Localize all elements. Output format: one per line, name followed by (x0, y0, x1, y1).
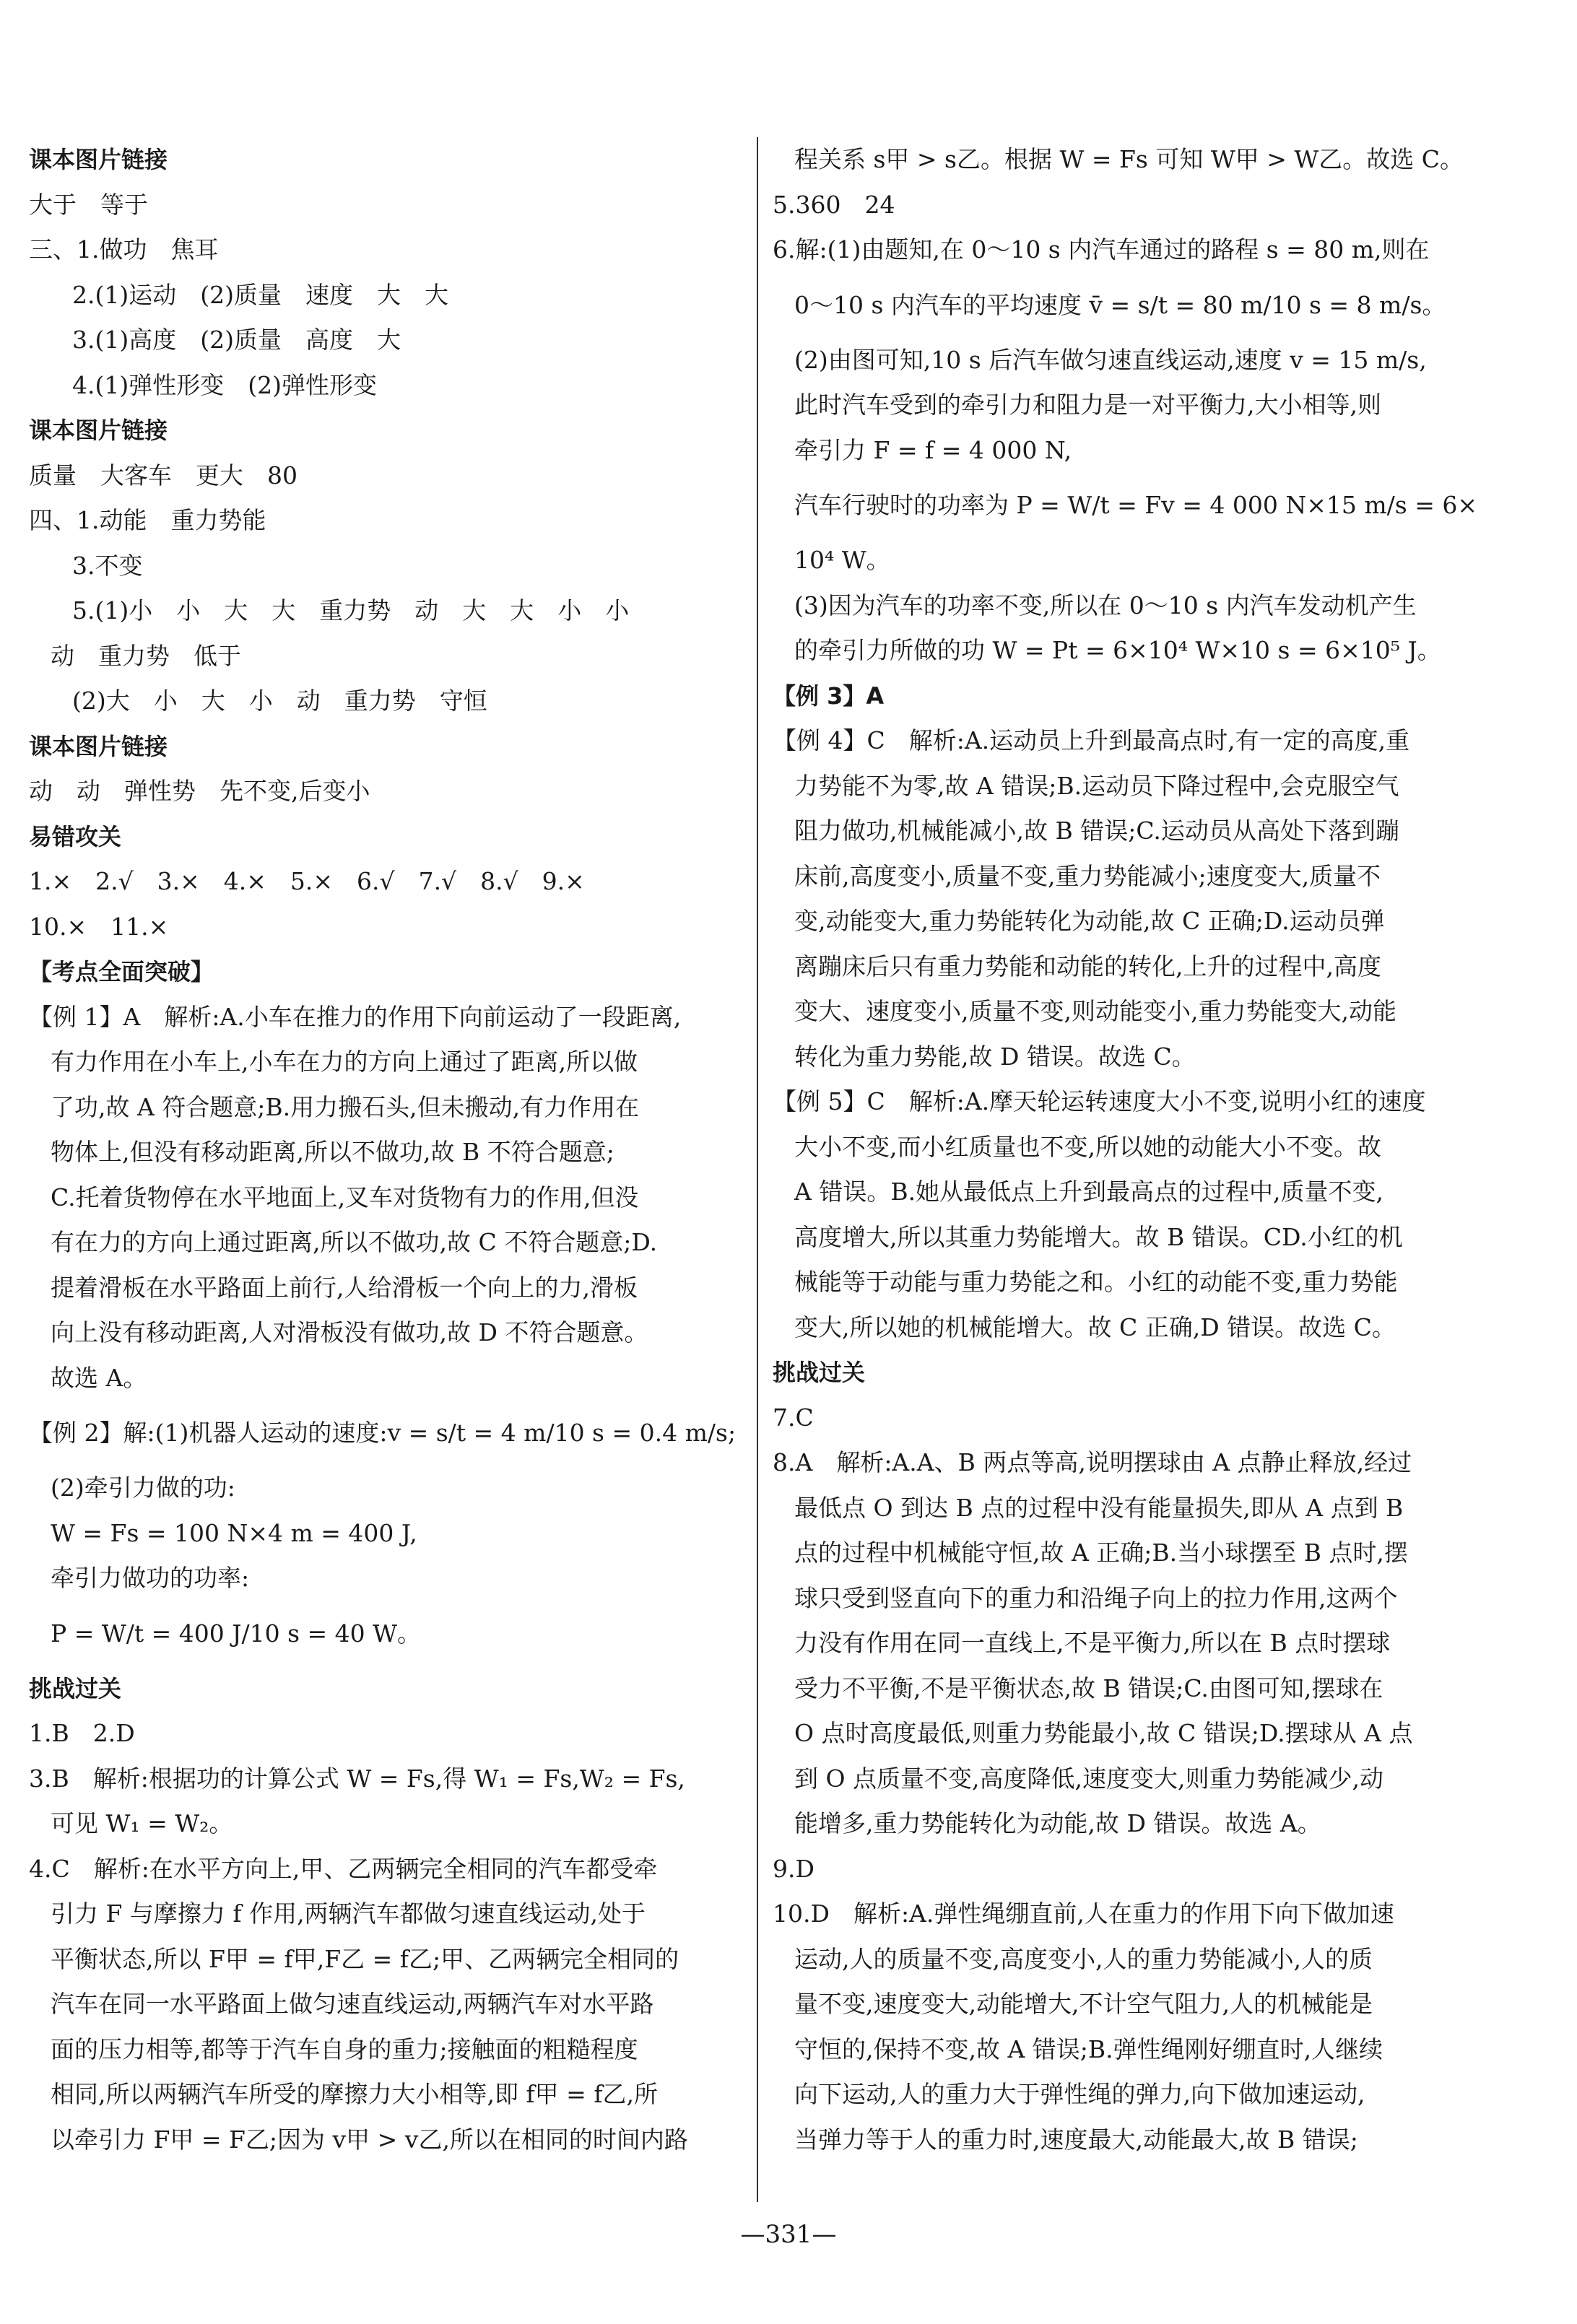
text-line: (2)牵引力做的功: (51, 1474, 235, 1502)
text-line: 0～10 s 内汽车的平均速度 v̄ = s/t = 80 m/10 s = 8 m/s。 (794, 290, 1446, 319)
text-line: 1.× 2.√ 3.× 4.× 5.× 6.√ 7.√ 8.√ 9.× (29, 867, 585, 895)
section-heading: 课本图片链接 (29, 417, 168, 444)
text-line: C.托着货物停在水平地面上,叉车对货物有力的作用,但没 (51, 1183, 639, 1211)
text-line: 三、1.做功 焦耳 (29, 235, 219, 264)
text-line: 运动,人的质量不变,高度变小,人的重力势能减小,人的质 (794, 1944, 1373, 1973)
text-line: 变大,所以她的机械能增大。故 C 正确,D 错误。故选 C。 (794, 1313, 1396, 1341)
text-line: 汽车在同一水平路面上做匀速直线运动,两辆汽车对水平路 (51, 1990, 654, 2018)
right-column (773, 137, 1527, 2162)
text-line: 9.D (773, 1854, 814, 1883)
text-line: 变,动能变大,重力势能转化为动能,故 C 正确;D.运动员弹 (794, 907, 1385, 935)
text-line: 3.不变 (72, 551, 143, 580)
text-line: 有在力的方向上通过距离,所以不做功,故 C 不符合题意;D. (51, 1228, 658, 1256)
text-line: (2)由图可知,10 s 后汽车做匀速直线运动,速度 v = 15 m/s, (794, 345, 1427, 374)
text-line: 转化为重力势能,故 D 错误。故选 C。 (794, 1042, 1196, 1071)
text-line: 相同,所以两辆汽车所受的摩擦力大小相等,即 f甲 = f乙,所 (51, 2080, 659, 2108)
text-line: 动 动 弹性势 先不变,后变小 (29, 777, 370, 805)
text-line: 10.× 11.× (29, 912, 169, 941)
text-line: 【例 4】C 解析:A.运动员上升到最高点时,有一定的高度,重 (773, 726, 1410, 754)
text-line: 10.D 解析:A.弹性绳绷直前,人在重力的作用下向下做加速 (773, 1899, 1394, 1928)
text-line: 物体上,但没有移动距离,所以不做功,故 B 不符合题意; (51, 1138, 614, 1166)
section-heading: 易错攻关 (29, 822, 122, 850)
left-column (29, 137, 744, 2162)
text-line: 【例 1】A 解析:A.小车在推力的作用下向前运动了一段距离, (29, 1002, 682, 1031)
text-line: A 错误。B.她从最低点上升到最高点的过程中,质量不变, (794, 1178, 1384, 1206)
text-line: (3)因为汽车的功率不变,所以在 0～10 s 内汽车发动机产生 (794, 591, 1417, 619)
text-line: 最低点 O 到达 B 点的过程中没有能量损失,即从 A 点到 B (794, 1493, 1404, 1522)
section-heading: 【考点全面突破】 (29, 958, 214, 985)
text-line: 动 重力势 低于 (51, 641, 241, 670)
text-line: W = Fs = 100 N×4 m = 400 J, (51, 1518, 417, 1547)
section-heading: 挑战过关 (29, 1674, 122, 1702)
text-line: 大小不变,而小红质量也不变,所以她的动能大小不变。故 (794, 1132, 1381, 1161)
text-line: 当弹力等于人的重力时,速度最大,动能最大,故 B 错误; (794, 2125, 1358, 2154)
text-line: 能增多,重力势能转化为动能,故 D 错误。故选 A。 (794, 1809, 1321, 1837)
text-line: 【例 5】C 解析:A.摩天轮运转速度大小不变,说明小红的速度 (773, 1087, 1426, 1115)
text-line: 的牵引力所做的功 W = Pt = 6×10⁴ W×10 s = 6×10⁵ J。 (794, 636, 1441, 664)
text-line: 离蹦床后只有重力势能和动能的转化,上升的过程中,高度 (794, 952, 1381, 980)
text-line: 3.(1)高度 (2)质量 高度 大 (72, 326, 401, 354)
text-line: 5.360 24 (773, 190, 895, 219)
text-line: 引力 F 与摩擦力 f 作用,两辆汽车都做匀速直线运动,处于 (51, 1899, 646, 1928)
text-line: 4.C 解析:在水平方向上,甲、乙两辆完全相同的汽车都受牵 (29, 1854, 658, 1883)
text-line: 程关系 s甲 > s乙。根据 W = Fs 可知 W甲 > W乙。故选 C。 (794, 145, 1464, 173)
text-line: 5.(1)小 小 大 大 重力势 动 大 大 小 小 (72, 596, 630, 624)
text-line: 可见 W₁ = W₂。 (51, 1809, 233, 1837)
text-line: 了功,故 A 符合题意;B.用力搬石头,但未搬动,有力作用在 (51, 1092, 640, 1121)
section-heading: 课本图片链接 (29, 732, 168, 760)
text-line: 械能等于动能与重力势能之和。小红的动能不变,重力势能 (794, 1268, 1398, 1296)
text-line: 故选 A。 (51, 1363, 147, 1392)
text-line: 有力作用在小车上,小车在力的方向上通过了距离,所以做 (51, 1048, 638, 1076)
text-line: P = W/t = 400 J/10 s = 40 W。 (51, 1619, 422, 1648)
text-line: 3.B 解析:根据功的计算公式 W = Fs,得 W₁ = Fs,W₂ = Fs, (29, 1764, 685, 1793)
text-line: 8.A 解析:A.A、B 两点等高,说明摆球由 A 点静止释放,经过 (773, 1448, 1412, 1476)
column-divider (757, 137, 758, 2202)
text-line: 球只受到竖直向下的重力和沿绳子向上的拉力作用,这两个 (794, 1583, 1398, 1612)
text-line: 阻力做功,机械能减小,故 B 错误;C.运动员从高处下落到蹦 (794, 817, 1399, 845)
text-line: 高度增大,所以其重力势能增大。故 B 错误。CD.小红的机 (794, 1222, 1403, 1251)
text-line: 汽车行驶时的功率为 P = W/t = Fv = 4 000 N×15 m/s = 6× (794, 491, 1478, 519)
section-heading: 课本图片链接 (29, 146, 168, 173)
text-line: 向下运动,人的重力大于弹性绳的弹力,向下做加速运动, (794, 2080, 1365, 2108)
text-line: 牵引力 F = f = 4 000 N, (794, 435, 1072, 464)
text-line: O 点时高度最低,则重力势能最小,故 C 错误;D.摆球从 A 点 (794, 1719, 1413, 1747)
text-line: 7.C (773, 1403, 814, 1432)
text-line: 变大、速度变小,质量不变,则动能变小,重力势能变大,动能 (794, 997, 1396, 1025)
text-line: 4.(1)弹性形变 (2)弹性形变 (72, 370, 377, 399)
text-line: 到 O 点质量不变,高度降低,速度变大,则重力势能减少,动 (794, 1764, 1383, 1793)
text-line: 守恒的,保持不变,故 A 错误;B.弹性绳刚好绷直时,人继续 (794, 2034, 1383, 2063)
text-line: 【例 2】解:(1)机器人运动的速度:v = s/t = 4 m/10 s = 0.4 m/s; (29, 1419, 737, 1447)
text-line: 床前,高度变小,质量不变,重力势能减小;速度变大,质量不 (794, 861, 1381, 890)
text-line: 1.B 2.D (29, 1719, 135, 1747)
text-line: 2.(1)运动 (2)质量 速度 大 大 (72, 280, 448, 309)
text-line: 牵引力做功的功率: (51, 1564, 250, 1592)
text-line: (2)大 小 大 小 动 重力势 守恒 (72, 687, 487, 715)
section-heading: 【例 3】A (773, 682, 885, 710)
text-line: 向上没有移动距离,人对滑板没有做功,故 D 不符合题意。 (51, 1318, 648, 1346)
text-line: 提着滑板在水平路面上前行,人给滑板一个向上的力,滑板 (51, 1273, 638, 1302)
text-line: 以牵引力 F甲 = F乙;因为 v甲 > v乙,所以在相同的时间内路 (51, 2125, 688, 2154)
text-line: 四、1.动能 重力势能 (29, 506, 266, 534)
text-line: 受力不平衡,不是平衡状态,故 B 错误;C.由图可知,摆球在 (794, 1674, 1383, 1702)
text-line: 质量 大客车 更大 80 (29, 461, 297, 489)
page-number: —331— (740, 2220, 837, 2249)
text-line: 此时汽车受到的牵引力和阻力是一对平衡力,大小相等,则 (794, 391, 1381, 419)
section-heading: 挑战过关 (773, 1359, 866, 1386)
text-line: 面的压力相等,都等于汽车自身的重力;接触面的粗糙程度 (51, 2034, 638, 2063)
text-line: 大于 等于 (29, 190, 148, 219)
text-line: 6.解:(1)由题知,在 0～10 s 内汽车通过的路程 s = 80 m,则在 (773, 235, 1430, 264)
text-line: 力势能不为零,故 A 错误;B.运动员下降过程中,会克服空气 (794, 771, 1399, 800)
text-line: 平衡状态,所以 F甲 = f甲,F乙 = f乙;甲、乙两辆完全相同的 (51, 1944, 679, 1973)
text-line: 量不变,速度变大,动能增大,不计空气阻力,人的机械能是 (794, 1990, 1373, 2018)
text-line: 力没有作用在同一直线上,不是平衡力,所以在 B 点时摆球 (794, 1629, 1391, 1657)
text-line: 点的过程中机械能守恒,故 A 正确;B.当小球摆至 B 点时,摆 (794, 1539, 1408, 1567)
text-line: 10⁴ W。 (794, 546, 890, 574)
